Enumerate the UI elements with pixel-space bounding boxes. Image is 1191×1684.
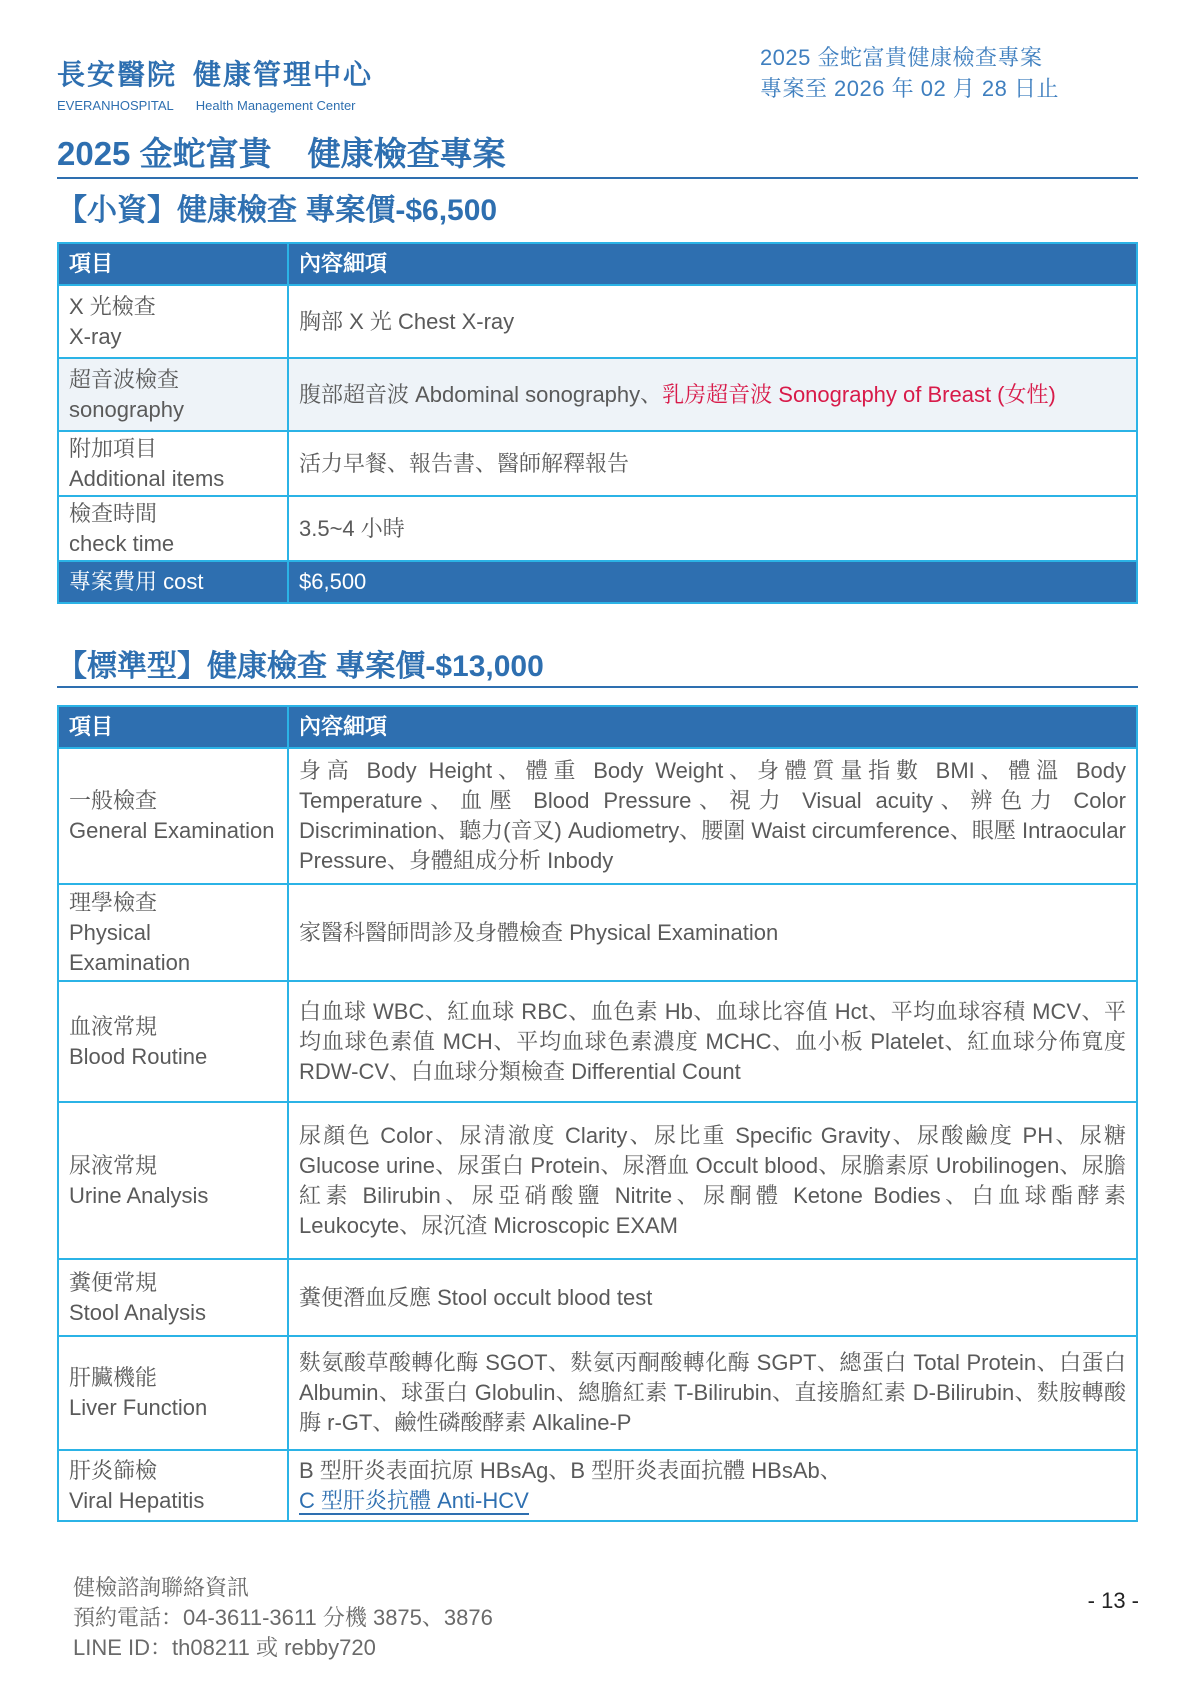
row-label: [58, 358, 288, 431]
row-label-en: Viral Hepatitis: [69, 1487, 205, 1513]
row-content: 活力早餐、報告書、醫師解釋報告: [288, 431, 1137, 496]
row-content-text: B 型肝炎表面抗原 HBsAg、B 型肝炎表面抗體 HBsAb、: [299, 1457, 842, 1483]
table-row: [58, 358, 1137, 431]
row-label-cn: 超音波檢查: [69, 366, 180, 392]
row-label-en: Urine Analysis: [69, 1182, 209, 1208]
package-table-basic: [57, 242, 1138, 604]
contact-title: 健檢諮詢聯絡資訊: [73, 1575, 250, 1600]
row-label-en: X-ray: [69, 323, 122, 349]
row-content: 尿顏色 Color、尿清澈度 Clarity、尿比重 Specific Gravity、尿酸鹼度 PH、尿糖 Glucose urine、尿蛋白 Protein、尿潛血 Occult blood、尿膽素原 Urobilinogen、尿膽紅素 Bilirubin、尿亞硝酸鹽 Nitrite、尿酮體 Ketone Bodies、白血球酯酵素 Leukocyte、尿沉渣 Microscopic EXAM: [288, 1102, 1137, 1259]
package-title-basic: 【小資】健康檢查 專案價-$6,500: [57, 194, 498, 227]
cost-label: 專案費用 cost: [58, 561, 288, 603]
row-label-en: General Examination: [69, 818, 275, 843]
row-label-cn: 附加項目: [69, 435, 158, 461]
row-label-cn: 血液常規: [69, 1013, 158, 1039]
row-label-en: check time: [69, 530, 175, 556]
center-name-cn: 健康管理中心: [193, 59, 374, 90]
row-label: [58, 496, 288, 561]
table-header-row: [58, 706, 1137, 748]
table-row: [58, 285, 1137, 358]
row-label-cn: 檢查時間: [69, 500, 158, 526]
hospital-name-en: EVERANHOSPITAL: [57, 98, 174, 113]
row-content: 3.5~4 小時: [288, 496, 1137, 561]
row-content: 白血球 WBC、紅血球 RBC、血色素 Hb、血球比容值 Hct、平均血球容積 MCV、平均血球色素值 MCH、平均血球色素濃度 MCHC、血小板 Platelet、紅血球分佈寬度 RDW-CV、白血球分類檢查 Differential Count: [288, 981, 1137, 1102]
cost-row: [58, 561, 1137, 603]
package-table-standard: [57, 705, 1138, 1522]
column-header-detail: 內容細項: [288, 706, 1137, 748]
table-row: [58, 431, 1137, 496]
row-label: [58, 981, 288, 1102]
table-row: [58, 1450, 1137, 1521]
brand-name-en: [57, 98, 373, 113]
table-row: [58, 496, 1137, 561]
cost-value: $6,500: [288, 561, 1137, 603]
promo-line-1: 2025 金蛇富貴健康檢查專案: [759, 45, 1043, 70]
contact-line-id: LINE ID：th08211 或 rebby720: [73, 1635, 376, 1660]
row-label: [58, 1102, 288, 1259]
row-content: 身高 Body Height、體重 Body Weight、身體質量指數 BMI、體溫 Body Temperature、血壓 Blood Pressure、視力 Visual acuity、辨色力 Color Discrimination、聽力(音叉) Audiometry、腰圍 Waist circumference、眼壓 Intraocular Pressure、身體組成分析 Inbody: [288, 748, 1137, 884]
table-row: [58, 1259, 1137, 1336]
row-label-en: Additional items: [69, 465, 225, 491]
hospital-name-cn: 長安醫院: [57, 59, 178, 90]
row-label: [58, 1336, 288, 1450]
column-header-detail: 內容細項: [288, 243, 1137, 285]
row-label: [58, 1450, 288, 1521]
row-content: [288, 358, 1137, 431]
row-content: 麩氨酸草酸轉化酶 SGOT、麩氨丙酮酸轉化酶 SGPT、總蛋白 Total Protein、白蛋白 Albumin、球蛋白 Globulin、總膽紅素 T-Bilirubin、直接膽紅素 D-Bilirubin、麩胺轉酸脢 r-GT、鹼性磷酸酵素 Alkaline-P: [288, 1336, 1137, 1450]
row-label-cn: X 光檢查: [69, 293, 156, 319]
row-label-cn: 肝炎篩檢: [69, 1457, 158, 1483]
contact-info: [73, 1573, 493, 1663]
row-label: [58, 748, 288, 884]
row-content-text: 腹部超音波 Abdominal sonography、: [299, 381, 663, 407]
row-label-en: sonography: [69, 396, 184, 422]
row-label: [58, 431, 288, 496]
row-content: 糞便潛血反應 Stool occult blood test: [288, 1259, 1137, 1336]
row-label-cn: 理學檢查: [69, 889, 158, 915]
row-label: [58, 884, 288, 981]
table-row: [58, 981, 1137, 1102]
page-title: [57, 133, 1138, 179]
brand-name-cn: [57, 58, 373, 92]
row-content: 家醫科醫師問診及身體檢查 Physical Examination: [288, 884, 1137, 981]
row-label-cn: 肝臟機能: [69, 1365, 158, 1390]
anti-hcv-link[interactable]: C 型肝炎抗體 Anti-HCV: [299, 1487, 529, 1513]
page-title-part1: 2025 金蛇富貴: [57, 135, 272, 172]
contact-phone: 預約電話：04-3611-3611 分機 3875、3876: [73, 1605, 493, 1630]
table-row: [58, 1336, 1137, 1450]
row-label-en: Stool Analysis: [69, 1299, 206, 1325]
row-label-cn: 一般檢查: [69, 788, 158, 813]
promo-line-2: 專案至 2026 年 02 月 28 日止: [759, 76, 1059, 101]
row-content: 胸部 X 光 Chest X-ray: [288, 285, 1137, 358]
row-label: [58, 1259, 288, 1336]
row-label-cn: 糞便常規: [69, 1269, 158, 1295]
table-row: [58, 748, 1137, 884]
package-title-standard: 【標準型】健康檢查 專案價-$13,000: [57, 648, 1138, 688]
page-title-part2: 健康檢查專案: [307, 135, 506, 172]
center-name-en: Health Management Center: [195, 98, 356, 113]
table-header-row: [58, 243, 1137, 285]
column-header-item: 項目: [58, 706, 288, 748]
row-label-en: Liver Function: [69, 1395, 208, 1420]
table-row: [58, 884, 1137, 981]
row-label-en: Blood Routine: [69, 1043, 208, 1069]
promo-info: [760, 42, 1059, 104]
row-label: [58, 285, 288, 358]
row-label-cn: 尿液常規: [69, 1152, 158, 1178]
column-header-item: 項目: [58, 243, 288, 285]
table-row: [58, 1102, 1137, 1259]
brand-block: [57, 58, 373, 113]
row-content-highlight: 乳房超音波 Sonography of Breast (女性): [662, 381, 1056, 407]
page-number: - 13 -: [1087, 1588, 1139, 1613]
row-label-en: Physical Examination: [69, 919, 191, 975]
row-content: [288, 1450, 1137, 1521]
